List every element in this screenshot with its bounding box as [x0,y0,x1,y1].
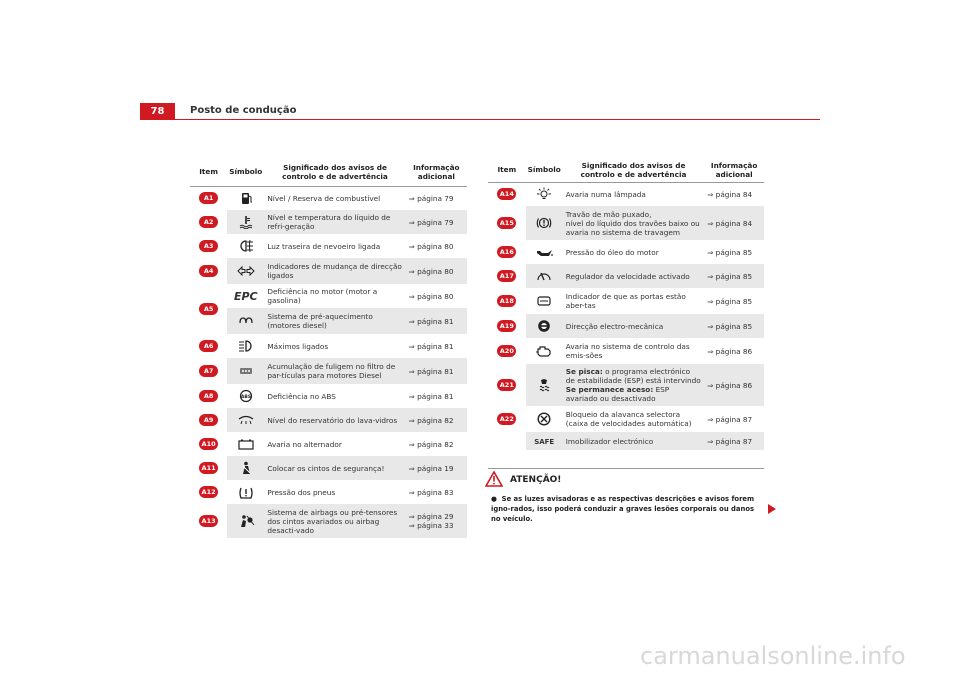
meaning-cell: Luz traseira de nevoeiro ligada [267,241,381,251]
fuel-pump-icon [237,191,255,205]
info-cell[interactable]: ⇒ página 84 [704,206,764,240]
meaning-cell: Bloqueio da alavanca selectora (caixa de velocidades automática) [565,410,692,428]
table-row [488,432,764,450]
item-cell [488,338,526,364]
table-row [190,432,467,456]
item-badge: A19 [497,320,516,332]
symbol-cell [526,206,563,240]
meaning-cell: Travão de mão puxado, nível do líquido dos travões baixo ou avaria no sistema de travagem [563,206,704,240]
item-badge: A10 [199,438,218,450]
item-cell [488,240,526,264]
symbol-cell [526,264,563,288]
item-badge: A21 [497,379,516,391]
col-meaning: Significado dos avisos de controlo e de advertência [563,158,704,182]
symbol-cell [526,364,563,406]
esp-icon [535,378,553,392]
symbol-cell [227,284,264,308]
item-cell [190,504,227,538]
meaning-cell: Direcção electro-mecânica [563,314,704,338]
steering-wheel-icon [535,319,553,333]
info-cell[interactable]: ⇒ página 85 [707,247,753,257]
table-row [488,206,764,240]
seat-belt-icon [237,461,255,475]
epc-icon: EPC [233,289,258,303]
symbol-cell [227,210,264,234]
symbol-cell [227,234,264,258]
symbol-cell [227,432,264,456]
col-info: Informação adicional [406,158,467,186]
symbol-cell [526,240,563,264]
warning-box [488,468,764,523]
next-page-arrow-icon [768,504,776,514]
info-cell[interactable]: ⇒ página 86 [704,364,764,406]
info-cell[interactable]: ⇒ página 84 [707,189,753,199]
symbol-cell [526,432,563,450]
meaning-cell: Deficiência no ABS [267,391,336,401]
engine-check-icon [535,344,553,358]
table-row [190,186,467,210]
symbol-cell [227,258,264,284]
item-cell [190,456,227,480]
info-cell[interactable]: ⇒ página 79 [408,193,454,203]
svg-text:ABS: ABS [240,395,251,400]
item-badge: A8 [199,390,218,402]
symbol-cell [227,408,264,432]
table-row [190,504,467,538]
info-cell[interactable]: ⇒ página 86 [707,346,753,356]
item-badge: A12 [199,486,218,498]
tyre-pressure-icon [237,485,255,499]
item-badge: A6 [199,340,218,352]
table-row [488,240,764,264]
meaning-cell: Indicador de que as portas estão aber-tas [565,292,686,310]
oil-can-icon [535,245,553,259]
item-cell [190,358,227,384]
coolant-temperature-icon [237,215,255,229]
meaning-cell: Colocar os cintos de segurança! [264,456,405,480]
info-cell[interactable]: ⇒ página 80 [406,258,467,284]
safe-icon: SAFE [534,437,555,446]
meaning-cell: Indicadores de mudança de direcção ligados [264,258,405,284]
meaning-cell: Se pisca: o programa electrónico de estabilidade (ESP) está intervindo Se permanece aceso: ESP avariado ou desactivado [563,364,704,406]
symbol-cell [526,314,563,338]
table-row [190,384,467,408]
info-cell[interactable]: ⇒ página 83 [408,487,454,497]
item-badge: A15 [497,217,516,229]
item-cell [488,432,526,450]
info-cell[interactable]: ⇒ página 82 [408,439,454,449]
table-row [488,182,764,206]
info-cell[interactable]: ⇒ página 85 [707,296,753,306]
info-cell[interactable]: ⇒ página 85 [704,314,764,338]
info-cell[interactable]: ⇒ página 82 [406,408,467,432]
col-info: Informação adicional [704,158,764,182]
meaning-cell: Imobilizador electrónico [563,432,704,450]
warning-triangle-icon [485,471,503,491]
col-item: Item [488,158,526,182]
table-row [488,288,764,314]
table-row [190,234,467,258]
item-badge: A22 [497,413,516,425]
meaning-cell: Nível do reservatório do lava-vidros [264,408,405,432]
bulb-failure-icon [535,187,553,201]
item-cell [488,182,526,206]
item-cell [488,288,526,314]
col-symbol: Símbolo [227,158,264,186]
rear-fog-light-icon [237,239,255,253]
col-item: Item [190,158,227,186]
item-cell [190,186,227,210]
symbol-cell [227,308,264,334]
table-row [190,358,467,384]
brake-warning-icon [535,216,553,230]
info-cell[interactable]: ⇒ página 80 [408,241,454,251]
symbol-cell [227,384,264,408]
bullet-icon: ● [491,495,502,503]
page-number: 78 [140,103,175,120]
meaning-cell: Sistema de airbags ou pré-tensores dos cintos avariados ou airbag desacti-vado [264,504,405,538]
item-cell [190,432,227,456]
warning-text [491,494,764,524]
table-row [190,308,467,334]
info-cell[interactable]: ⇒ página 81 [408,341,454,351]
symbol-cell [526,406,563,432]
airbag-off-icon [237,514,255,528]
table-row [488,338,764,364]
info-cell[interactable]: ⇒ página 81 [406,308,467,334]
table-row [190,456,467,480]
warning-lights-table-right [488,158,764,450]
table-row [190,210,467,234]
warning-heading: ATENÇÃO! [510,475,562,485]
washer-fluid-icon [237,413,255,427]
item-badge: A13 [199,515,218,527]
meaning-cell: Pressão do óleo do motor [565,247,659,257]
symbol-cell [227,186,264,210]
item-badge: A2 [199,216,218,228]
item-badge: A5 [199,303,218,315]
meaning-cell: Nível / Reserva de combustível [267,193,381,203]
table-row [488,406,764,432]
meaning-cell: Regulador da velocidade activado [563,264,704,288]
meaning-cell: Acumulação de fuligem no filtro de par-tículas para motores Diesel [264,358,405,384]
door-open-icon [535,294,553,308]
item-cell [190,258,227,284]
item-badge: A11 [199,462,218,474]
meaning-cell: Máximos ligados [267,341,329,351]
glow-plug-icon [237,314,255,328]
item-cell [488,406,526,432]
item-cell [190,384,227,408]
meaning-cell: Avaria no sistema de controlo das emis-sões [565,342,690,360]
symbol-cell [227,334,264,358]
item-cell [488,206,526,240]
col-symbol: Símbolo [526,158,563,182]
symbol-cell [526,182,563,206]
table-row [488,264,764,288]
item-cell [488,264,526,288]
info-cell[interactable]: ⇒ página 79 [406,210,467,234]
meaning-cell: Nível e temperatura do líquido de refri-geração [264,210,405,234]
item-cell [190,284,227,334]
item-badge: A9 [199,414,218,426]
col-meaning: Significado dos avisos de controlo e de advertência [264,158,405,186]
abs-icon [237,389,255,403]
item-badge: A1 [199,192,218,204]
item-cell [190,234,227,258]
info-cell[interactable]: ⇒ página 81 [406,358,467,384]
item-cell [190,334,227,358]
meaning-cell: Avaria numa lâmpada [565,189,646,199]
info-cell[interactable]: ⇒ página 85 [704,264,764,288]
item-badge: A17 [497,270,516,282]
table-row [190,480,467,504]
item-badge: A16 [497,246,516,258]
item-cell [488,364,526,406]
table-row [488,364,764,406]
cruise-control-icon [535,269,553,283]
info-cell[interactable]: ⇒ página 19 [406,456,467,480]
item-badge: A3 [199,240,218,252]
symbol-cell [526,288,563,314]
info-cell[interactable]: ⇒ página 87 [704,432,764,450]
item-badge: A4 [199,265,218,277]
info-cell[interactable]: ⇒ página 80 [408,291,454,301]
turn-signal-arrows-icon [237,264,255,278]
table-row [190,334,467,358]
item-cell [190,210,227,234]
item-badge: A7 [199,365,218,377]
info-cell[interactable]: ⇒ página 87 [707,414,753,424]
info-cell[interactable]: ⇒ página 81 [408,391,454,401]
symbol-cell [227,358,264,384]
symbol-cell [227,504,264,538]
gear-lever-lock-icon [535,412,553,426]
high-beam-icon [237,339,255,353]
table-row [190,258,467,284]
symbol-cell [227,456,264,480]
symbol-cell [526,338,563,364]
item-badge: A14 [497,188,516,200]
watermark: carmanualsonline.info [640,642,906,670]
meaning-cell: Sistema de pré-aquecimento (motores diesel) [264,308,405,334]
symbol-cell [227,480,264,504]
item-badge: A18 [497,295,516,307]
page-title: Posto de condução [190,105,297,116]
table-row [190,284,467,308]
particulate-filter-icon [237,364,255,378]
table-row [190,408,467,432]
info-cell[interactable]: ⇒ página 29 ⇒ página 33 [406,504,467,538]
table-row [488,314,764,338]
meaning-cell: Pressão dos pneus [267,487,336,497]
meaning-cell: Avaria no alternador [267,439,342,449]
item-cell [190,408,227,432]
battery-icon [237,437,255,451]
warning-body: Se as luzes avisadoras e as respectivas descrições e avisos forem igno-rados, isso poderá conduzir a graves lesões corporais ou danos no veículo. [491,495,755,523]
item-cell [190,480,227,504]
warning-lights-table-left [190,158,467,538]
item-cell [488,314,526,338]
item-badge: A20 [497,345,516,357]
header-rule [175,119,820,120]
meaning-cell: Deficiência no motor (motor a gasolina) [267,287,378,305]
